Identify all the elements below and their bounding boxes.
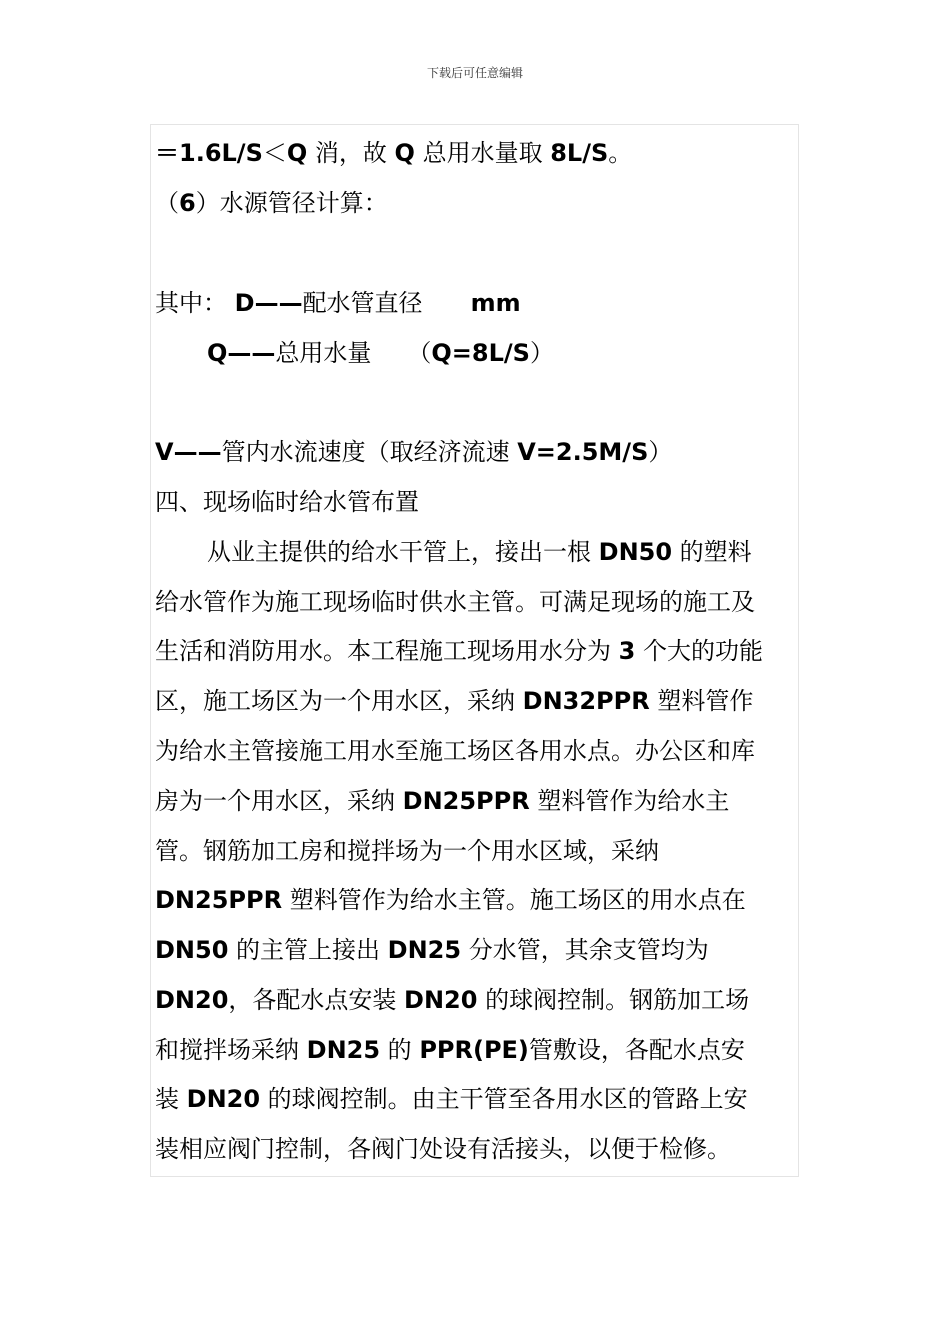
text-line <box>155 487 419 517</box>
text-run: 区，施工场区为一个用水区，采纳 <box>155 687 523 715</box>
text-run: DN20 <box>404 986 478 1014</box>
text-run: ）水源管径计算： <box>195 189 388 217</box>
text-run: ＝1.6L/S <box>155 139 263 167</box>
text-run: 生活和消防用水。本工程施工现场用水分为 <box>155 637 619 665</box>
text-run: PPR(PE) <box>419 1036 529 1064</box>
text-run: 装 <box>155 1085 187 1113</box>
text-run: DN50 <box>155 936 229 964</box>
text-run: ） <box>648 438 673 466</box>
text-run: 配水管直径 <box>302 289 471 317</box>
text-line <box>155 636 763 666</box>
text-run: 6 <box>179 189 196 217</box>
text-run: 的主管上接出 <box>228 936 388 964</box>
text-line <box>155 537 752 567</box>
text-run: 管敷设，各配水点安 <box>528 1036 745 1064</box>
text-line <box>155 786 729 816</box>
text-run: 给水管作为施工现场临时供水主管。可满足现场的施工及 <box>155 588 755 616</box>
text-run: DN32PPR <box>522 687 650 715</box>
text-line <box>155 885 746 915</box>
text-run: 其中： <box>155 289 235 317</box>
text-run: 塑料管作为给水主管。施工场区的用水点在 <box>282 886 746 914</box>
text-run: ，各配水点安装 <box>228 986 405 1014</box>
text-run: V=2.5M/S <box>517 438 649 466</box>
text-line <box>155 288 521 318</box>
text-line <box>155 686 753 716</box>
text-run: 和搅拌场采纳 <box>155 1036 307 1064</box>
text-run: 总用水量取 <box>414 139 551 167</box>
text-run: 管内水流速度（取经济流速 <box>221 438 518 466</box>
text-run: 分水管，其余支管均为 <box>461 936 709 964</box>
text-run: V—— <box>155 438 222 466</box>
text-run: 管。钢筋加工房和搅拌场为一个用水区域，采纳 <box>155 837 659 865</box>
text-run: 塑料管作为给水主 <box>529 787 730 815</box>
text-run: Q <box>286 139 308 167</box>
text-run: ＜ <box>262 139 287 167</box>
text-run: DN20 <box>186 1085 261 1113</box>
text-run: 总用水量 （ <box>275 339 432 367</box>
text-line <box>155 1035 745 1065</box>
text-line <box>155 985 749 1015</box>
text-run: 装相应阀门控制，各阀门处设有活接头，以便于检修。 <box>155 1135 731 1163</box>
text-line <box>155 338 554 368</box>
text-line <box>155 138 632 168</box>
text-line <box>155 1084 748 1114</box>
text-run: 的球阀控制。钢筋加工场 <box>477 986 750 1014</box>
text-run: 个大的功能 <box>635 637 763 665</box>
text-run: 塑料管作 <box>649 687 754 715</box>
text-run: DN25 <box>387 936 462 964</box>
text-run: DN20 <box>155 986 229 1014</box>
text-run: 消，故 <box>307 139 395 167</box>
text-run: mm <box>470 289 521 317</box>
text-run: Q <box>394 139 415 167</box>
text-run: DN25 <box>306 1036 381 1064</box>
text-line <box>155 935 709 965</box>
text-run: D—— <box>234 289 303 317</box>
text-run: 四、现场临时给水管布置 <box>155 488 419 516</box>
text-line <box>155 1134 731 1164</box>
page-header-note: 下载后可任意编辑 <box>426 66 523 80</box>
text-run: 房为一个用水区，采纳 <box>155 787 403 815</box>
text-line <box>155 736 755 766</box>
text-run: 的球阀控制。由主干管至各用水区的管路上安 <box>260 1085 748 1113</box>
text-run: 从业主提供的给水干管上，接出一根 <box>207 538 599 566</box>
text-line <box>155 437 672 467</box>
text-run: 的 <box>380 1036 420 1064</box>
text-run: DN25PPR <box>155 886 283 914</box>
text-run: DN25PPR <box>402 787 530 815</box>
text-run: DN50 <box>598 538 673 566</box>
text-run: Q—— <box>207 339 276 367</box>
text-run: 的塑料 <box>672 538 752 566</box>
text-line <box>155 188 388 218</box>
text-run: Q=8L/S <box>431 339 530 367</box>
text-line <box>155 836 659 866</box>
text-run: 8L/S <box>550 139 609 167</box>
text-run: （ <box>155 189 179 217</box>
text-run: 。 <box>608 139 633 167</box>
text-run: 3 <box>618 637 636 665</box>
text-line <box>155 587 755 617</box>
text-run: 为给水主管接施工用水至施工场区各用水点。办公区和库 <box>155 737 755 765</box>
text-run: ） <box>529 339 554 367</box>
